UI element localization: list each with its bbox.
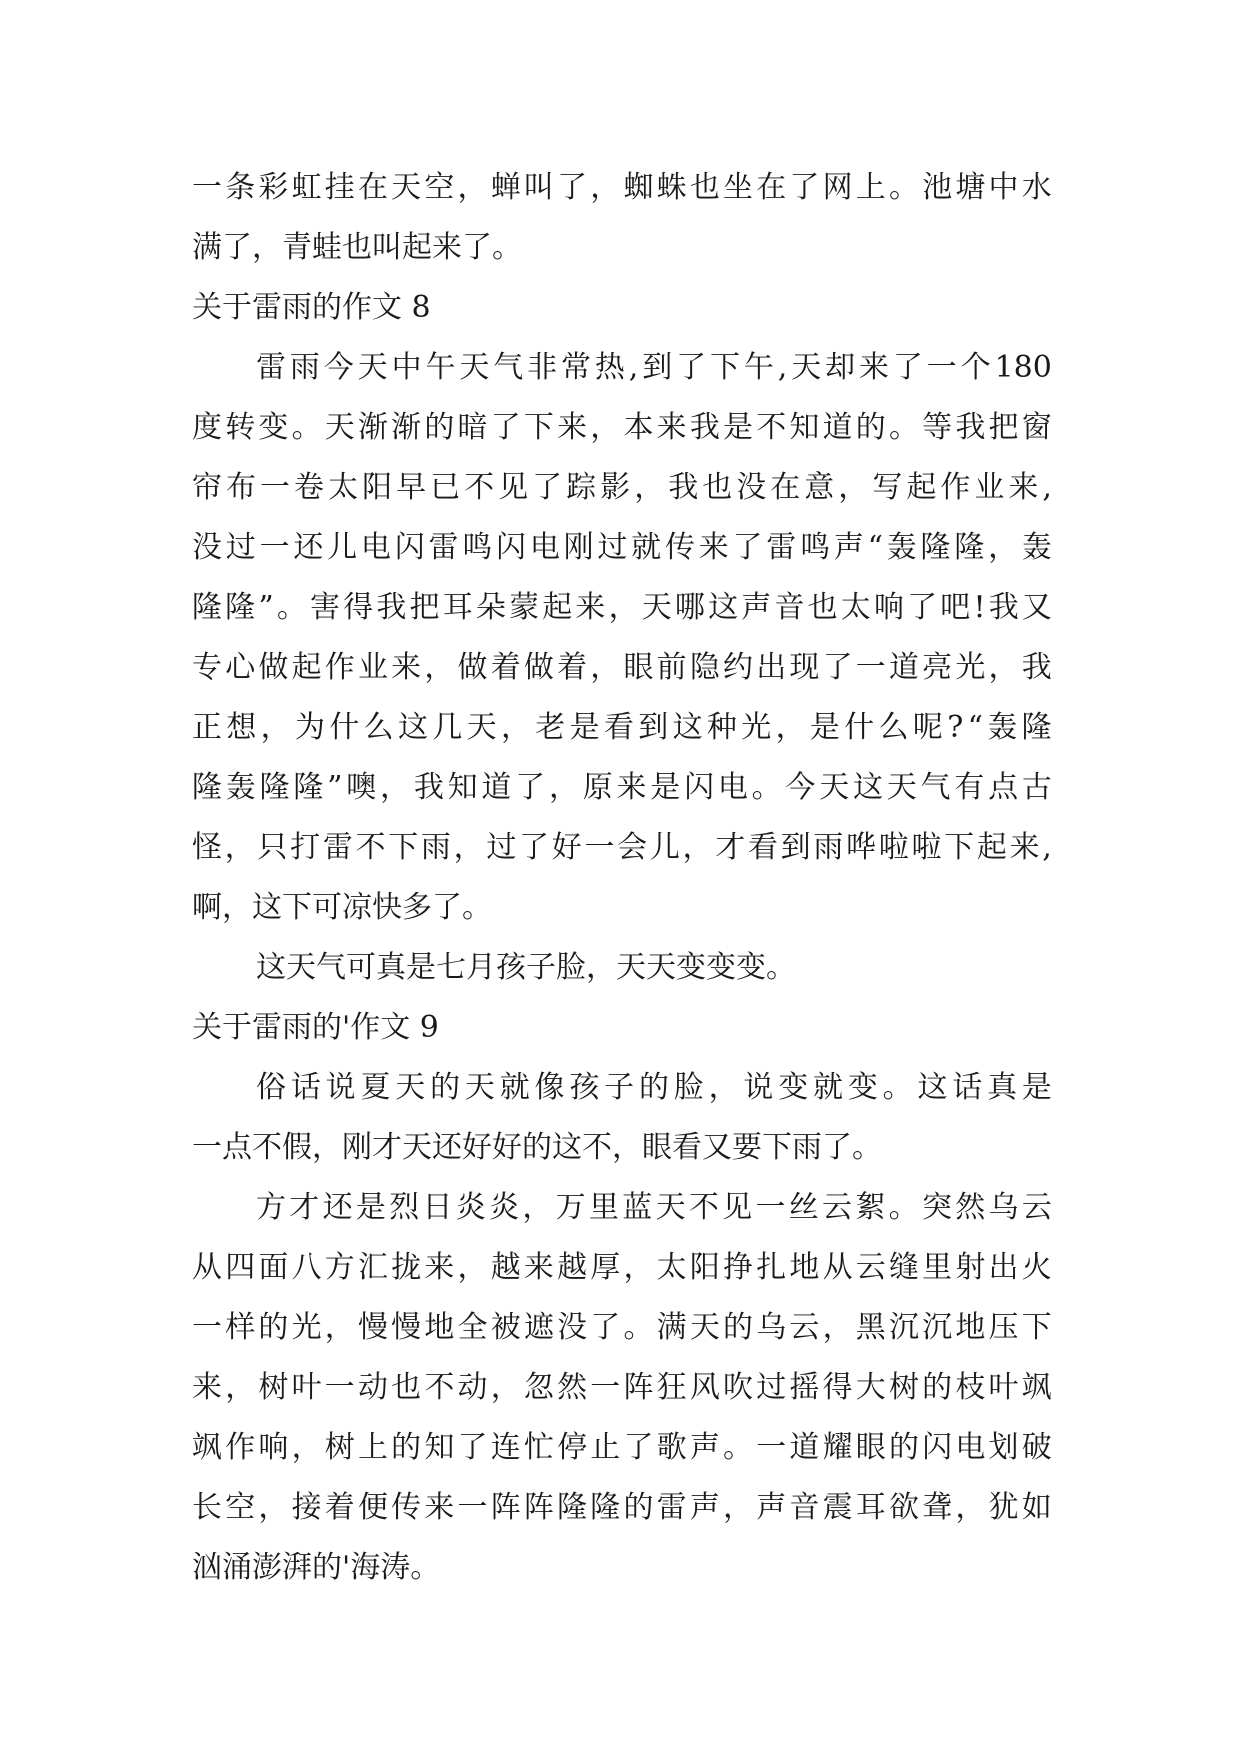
paragraph-line: 满了，青蛙也叫起来了。 xyxy=(192,230,522,265)
paragraph-line: 帘 布 一 卷 太 阳 早 已 不 见 了 踪 影 ， 我 也 没 在 意 ， 写 起 作 业 来 , xyxy=(192,470,1052,505)
paragraph-line: 啊，这下可凉快多了。 xyxy=(192,890,492,925)
paragraph-line: 汹涌澎湃的'海涛。 xyxy=(192,1550,441,1585)
paragraph-line: 从 四 面 八 方 汇 拢 来 ， 越 来 越 厚 ， 太 阳 挣 扎 地 从 云 缝 里 射 出 火 xyxy=(192,1250,1052,1285)
paragraph-line: 隆 隆 ” 。 害 得 我 把 耳 朵 蒙 起 来 ， 天 哪 这 声 音 也 太 响 了 吧 ! 我 又 xyxy=(192,590,1052,625)
paragraph-line: 方 才 还 是 烈 日 炎 炎 ， 万 里 蓝 天 不 见 一 丝 云 絮 。 突 然 乌 云 xyxy=(256,1190,1052,1225)
paragraph-line: 这天气可真是七月孩子脸，天天变变变。 xyxy=(256,950,796,985)
paragraph-line: 长 空 ， 接 着 便 传 来 一 阵 阵 隆 隆 的 雷 声 ， 声 音 震 耳 欲 聋 ， 犹 如 xyxy=(192,1490,1052,1525)
paragraph-line: 正 想 ， 为 什 么 这 几 天 ， 老 是 看 到 这 种 光 ， 是 什 么 呢 ? “ 轰 隆 xyxy=(192,710,1052,745)
paragraph-line: 雷 雨 今 天 中 午 天 气 非 常 热 , 到 了 下 午 , 天 却 来 了 一 个 180 xyxy=(256,350,1052,385)
paragraph-line: 一 条 彩 虹 挂 在 天 空 ， 蝉 叫 了 ， 蜘 蛛 也 坐 在 了 网 上 。 池 塘 中 水 xyxy=(192,170,1052,205)
paragraph-line: 隆 轰 隆 隆 ” 噢 ， 我 知 道 了 ， 原 来 是 闪 电 。 今 天 这 天 气 有 点 古 xyxy=(192,770,1052,805)
paragraph-line: 来 ， 树 叶 一 动 也 不 动 ， 忽 然 一 阵 狂 风 吹 过 摇 得 大 树 的 枝 叶 飒 xyxy=(192,1370,1052,1405)
paragraph-line: 没 过 一 还 儿 电 闪 雷 鸣 闪 电 刚 过 就 传 来 了 雷 鸣 声 “ 轰 隆 隆 ， 轰 xyxy=(192,530,1052,565)
document-page xyxy=(192,158,1052,1598)
paragraph-line: 专 心 做 起 作 业 来 ， 做 着 做 着 ， 眼 前 隐 约 出 现 了 一 道 亮 光 ， 我 xyxy=(192,650,1052,685)
paragraph-line: 怪 ， 只 打 雷 不 下 雨 ， 过 了 好 一 会 儿 ， 才 看 到 雨 哗 啦 啦 下 起 来 , xyxy=(192,830,1052,865)
section-heading: 关于雷雨的作文 8 xyxy=(192,290,431,325)
paragraph-line: 飒 作 响 ， 树 上 的 知 了 连 忙 停 止 了 歌 声 。 一 道 耀 眼 的 闪 电 划 破 xyxy=(192,1430,1052,1465)
paragraph-line: 俗 话 说 夏 天 的 天 就 像 孩 子 的 脸 ， 说 变 就 变 。 这 话 真 是 xyxy=(256,1070,1052,1105)
section-heading: 关于雷雨的'作文 9 xyxy=(192,1010,439,1045)
paragraph-line: 一 样 的 光 ， 慢 慢 地 全 被 遮 没 了 。 满 天 的 乌 云 ， 黑 沉 沉 地 压 下 xyxy=(192,1310,1052,1345)
paragraph-line: 度 转 变 。 天 渐 渐 的 暗 了 下 来 ， 本 来 我 是 不 知 道 的 。 等 我 把 窗 xyxy=(192,410,1052,445)
paragraph-line: 一点不假，刚才天还好好的这不，眼看又要下雨了。 xyxy=(192,1130,882,1165)
